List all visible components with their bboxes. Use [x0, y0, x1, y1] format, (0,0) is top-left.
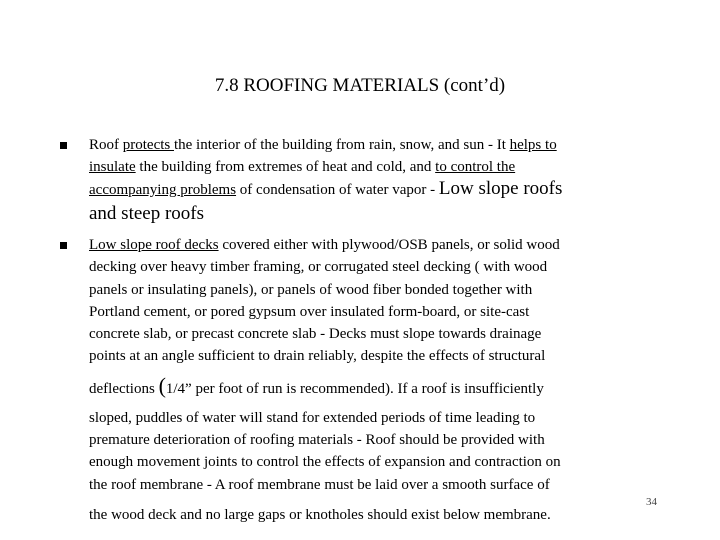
text: 1/4” per foot of run is recommended). If a roof is insufficiently	[165, 380, 544, 397]
line	[89, 156, 669, 178]
line: enough movement joints to control the effects of expansion and contraction on	[89, 454, 561, 471]
line	[89, 134, 669, 156]
underlined-text: insulate	[89, 159, 136, 175]
line: points at an angle sufficient to drain reliably, despite the effects of structural	[89, 348, 546, 365]
slide-title: 7.8 ROOFING MATERIALS (cont’d)	[214, 75, 506, 96]
line: the wood deck and no large gaps or knotholes should exist below membrane.	[89, 506, 551, 523]
line	[89, 234, 669, 256]
line: panels or insulating panels), or panels of wood fiber bonded together with	[89, 281, 533, 298]
text: (	[158, 372, 166, 398]
underlined-text: protects	[122, 137, 174, 153]
page-number: 34	[646, 496, 657, 508]
line	[89, 178, 669, 201]
text: covered either with plywood/OSB panels, or solid wood	[218, 237, 560, 253]
emphasis-text: Low slope roofs	[438, 178, 563, 199]
bullet-marker-2	[60, 242, 67, 249]
line: sloped, puddles of water will stand for extended periods of time leading to	[89, 409, 536, 426]
underlined-text: helps to	[509, 137, 557, 153]
text: deflections	[89, 380, 159, 397]
bullet-paragraph-roof	[89, 134, 669, 227]
emphasis-line: and steep roofs	[89, 203, 205, 224]
underlined-text: to control the	[435, 159, 516, 175]
text: the interior of the building from rain, snow, and sun - It	[173, 137, 510, 153]
text: Roof	[89, 137, 123, 153]
line: concrete slab, or precast concrete slab - Decks must slope towards drainage	[89, 326, 542, 343]
text: the building from extremes of heat and cold, and	[135, 159, 436, 175]
bullet-marker-1	[60, 142, 67, 149]
line: premature deterioration of roofing materials - Roof should be provided with	[89, 432, 545, 449]
line	[89, 368, 669, 407]
line: decking over heavy timber framing, or corrugated steel decking ( with wood	[89, 259, 548, 276]
line: the roof membrane - A roof membrane must be laid over a smooth surface of	[89, 476, 550, 493]
text: of condensation of water vapor -	[236, 182, 439, 198]
bullet-paragraph-decks	[89, 234, 669, 534]
line: Portland cement, or pored gypsum over insulated form-board, or site-cast	[89, 303, 530, 320]
underlined-text: Low slope roof decks	[89, 237, 219, 253]
underlined-text: accompanying problems	[89, 182, 237, 198]
